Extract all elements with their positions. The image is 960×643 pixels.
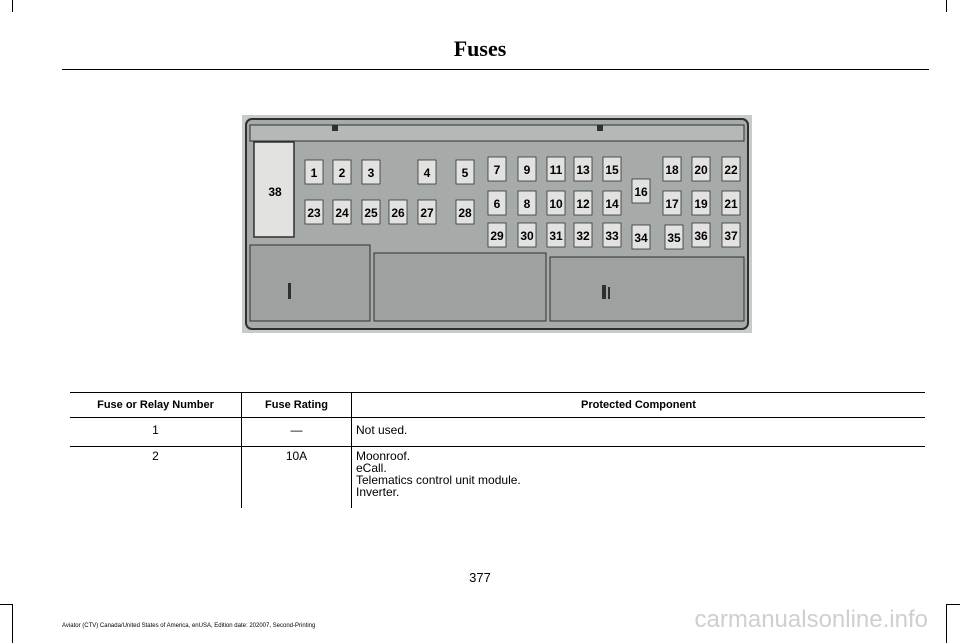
crop-mark-bottom-right-h bbox=[946, 604, 960, 605]
fuse-label: 29 bbox=[490, 229, 504, 243]
top-clip-2 bbox=[597, 125, 603, 131]
fuse-label: 10 bbox=[549, 197, 563, 211]
fuse-label: 12 bbox=[576, 197, 590, 211]
col-header-component: Protected Component bbox=[352, 393, 926, 418]
fuse-table bbox=[70, 392, 925, 508]
watermark: carmanualsonline.info bbox=[694, 606, 928, 633]
crop-mark-bottom-left-h bbox=[0, 604, 12, 605]
cell-component bbox=[352, 447, 926, 509]
table-header-row bbox=[70, 393, 925, 418]
fuse-label: 20 bbox=[694, 163, 708, 177]
fuse-label: 30 bbox=[520, 229, 534, 243]
fuse-label: 23 bbox=[307, 206, 321, 220]
fuse-label: 7 bbox=[493, 163, 501, 177]
cell-component bbox=[352, 418, 926, 447]
fuse-label: 28 bbox=[458, 206, 472, 220]
top-rail bbox=[250, 125, 744, 141]
fuse-box-diagram bbox=[242, 115, 752, 333]
fuse-label: 33 bbox=[605, 229, 619, 243]
crop-mark-bottom-left-v bbox=[12, 604, 13, 643]
cell-number: 2 bbox=[70, 447, 242, 509]
fuse-label: 37 bbox=[724, 229, 738, 243]
fuse-label: 9 bbox=[523, 163, 531, 177]
col-header-number: Fuse or Relay Number bbox=[70, 393, 242, 418]
fuse-label: 8 bbox=[523, 197, 531, 211]
fuse-label: 36 bbox=[694, 229, 708, 243]
fuse-label: 19 bbox=[694, 197, 708, 211]
edition-footer: Aviator (CTV) Canada/United States of America, enUSA, Edition date: 202007, Second-Printing bbox=[62, 623, 316, 629]
cell-number: 1 bbox=[70, 418, 242, 447]
fuse-label: 32 bbox=[576, 229, 590, 243]
fuse-label: 14 bbox=[605, 197, 619, 211]
fuse-label: 34 bbox=[634, 231, 648, 245]
component-line: Not used. bbox=[356, 423, 408, 437]
fuse-label: 25 bbox=[364, 206, 378, 220]
fuse-label: 4 bbox=[423, 166, 431, 180]
fuse-label: 13 bbox=[576, 163, 590, 177]
component-line: Moonroof. bbox=[356, 449, 411, 463]
component-line: Telematics control unit module. bbox=[356, 473, 521, 487]
fuse-label: 11 bbox=[549, 163, 563, 177]
lower-left-cover bbox=[250, 245, 370, 321]
fuse-label: 24 bbox=[335, 206, 349, 220]
fuse-label: 16 bbox=[634, 185, 648, 199]
latch-left bbox=[288, 283, 291, 299]
fuse-label: 3 bbox=[367, 166, 375, 180]
fuse-label: 21 bbox=[724, 197, 738, 211]
page-number: 377 bbox=[469, 570, 491, 585]
fuse-label: 2 bbox=[338, 166, 346, 180]
cell-rating: 10A bbox=[242, 447, 352, 509]
fuse-label: 6 bbox=[493, 197, 501, 211]
fuse-label: 22 bbox=[724, 163, 738, 177]
fuse-label: 27 bbox=[420, 206, 434, 220]
table-row bbox=[70, 418, 925, 447]
crop-mark-bottom-right-v bbox=[946, 604, 947, 643]
lower-middle-cover bbox=[374, 253, 546, 321]
component-line: Inverter. bbox=[356, 485, 400, 499]
latch-right-2 bbox=[608, 287, 610, 299]
crop-mark-top-right bbox=[946, 0, 947, 12]
fuse-label: 35 bbox=[667, 231, 681, 245]
crop-mark-top-left bbox=[12, 0, 13, 12]
top-clip-1 bbox=[332, 125, 338, 131]
fuse-label: 18 bbox=[665, 163, 679, 177]
fuse-label: 38 bbox=[268, 185, 282, 199]
fuse-label: 26 bbox=[391, 206, 405, 220]
latch-right bbox=[602, 285, 606, 299]
cell-rating: — bbox=[242, 418, 352, 447]
fuse-label: 1 bbox=[310, 166, 318, 180]
fuse-label: 17 bbox=[665, 197, 679, 211]
fuse-label: 31 bbox=[549, 229, 563, 243]
page-title: Fuses bbox=[453, 36, 507, 61]
header-divider bbox=[62, 69, 929, 70]
fuse-label: 5 bbox=[461, 166, 469, 180]
component-line: eCall. bbox=[356, 461, 387, 475]
table-row bbox=[70, 447, 925, 509]
col-header-rating: Fuse Rating bbox=[242, 393, 352, 418]
fuse-label: 15 bbox=[605, 163, 619, 177]
lower-right-cover bbox=[550, 257, 744, 321]
